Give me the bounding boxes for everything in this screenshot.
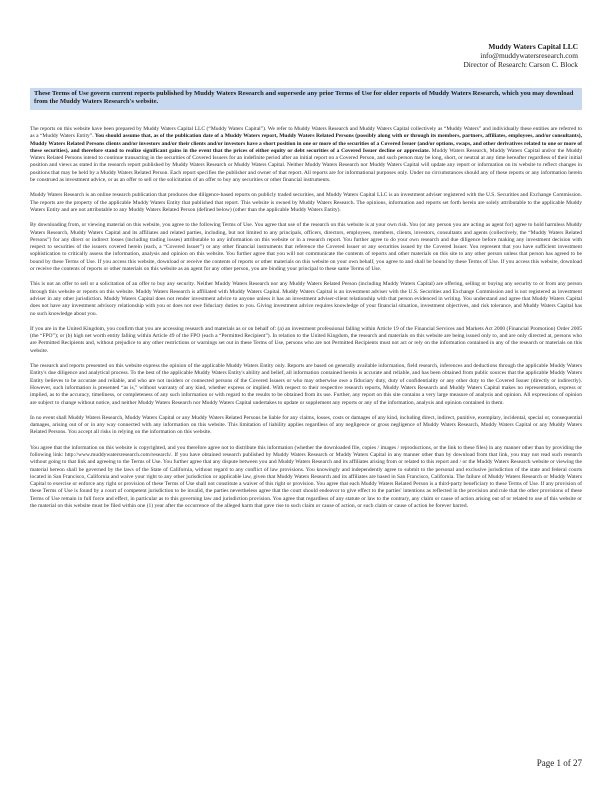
document-header [463, 42, 578, 69]
paragraph-uk: If you are in the United Kingdom, you confirm that you are accessing research and materials as or on behalf of: (a) an investment professional falling within Article 19 of the Financial Services and Markets Act 2000 (Financial Promotion) Order 2005 (the “FPO”); or (b) high net worth entity falling within Article 49 of the FPO (each a “Permitted Recipient”). In relation to the United Kingdom, the research and materials on this website are being issued only to, and are only directed at, persons who are Permitted Recipients and, without prejudice to any other restrictions or warnings set out in these Terms of Use, persons who are not Permitted Recipients must not act or rely on the information contained in any of the research or materials on this website. [30, 325, 582, 354]
paragraph-copyright: You agree that the information on this website is copyrighted, and you therefore agree not to distribute this information (whether the downloaded file, copies / images / reproductions, or the link to these files) in any manner other than by providing the following link: http://www.muddywatersresearch.com/research/. If you have obtained research published by Muddy Waters Research or Muddy Waters Capital in any manner other than by download from that link, you may not read such research without going to that link and agreeing to the Terms of Use. You further agree that any dispute between you and Muddy Waters Research and its affiliates arising from or related to this report and / or the Muddy Waters Research website or viewing the material hereon shall be governed by the laws of the State of California, without regard to any conflict of law provisions. You knowingly and independently agree to submit to the personal and exclusive jurisdiction of the state and federal courts located in San Francisco, California and waive your right to any other jurisdiction or applicable law, given that Muddy Waters Research and its affiliates are based in San Francisco, California. The failure of Muddy Waters Research or Muddy Waters Capital to exercise or enforce any right or provision of these Terms of Use shall not constitute a waiver of this right or provision. You agree that each Muddy Waters Related Person is a third-party beneficiary to these Terms of Use. If any provision of these Terms of Use is found by a court of competent jurisdiction to be invalid, the parties nevertheless agree that the court should endeavor to give effect to the parties' intentions as reflected in the provision and rule that the other provisions of these Terms of Use remain in full force and effect, in particular as to this governing law and jurisdiction provision. You agree that regardless of any statute or law to the contrary, any claim or cause of action arising out of or related to use of this website or the material on this website must be filed within one (1) year after the occurrence of the alleged harm that gave rise to such claim or cause of action, or such claim or cause of action be forever barred. [30, 444, 582, 510]
director-of-research: Director of Research: Carson C. Block [463, 60, 578, 69]
paragraph-disclosure [30, 126, 582, 184]
paragraph-agreement: By downloading from, or viewing material on this website, you agree to the following Terms of Use. You agree that use of the research on this website is at your own risk. You (or any person you are acting as agent for) agree to hold harmless Muddy Waters Research, Muddy Waters Capital and its affiliates and related parties, including, but not limited to any principals, officers, directors, employees, members, clients, investors, consultants and agents (collectively, the “Muddy Waters Related Persons”) for any direct or indirect losses (including trading losses) attributable to any information on this website or in a research report. You further agree to do your own research and due diligence before making any investment decision with respect to securities of the issuers covered herein (each, a “Covered Issuer”) or any other financial instruments that reference the Covered Issuer or any securities issued by the Covered Issuer. You represent that you have sufficient investment sophistication to critically assess the information, analysis and opinion on this website. You further agree that you will not communicate the contents of reports and other materials on this site to any other person unless that person has agreed to be bound by these Terms of Use. If you access this website, download or receive the contents of reports or other materials on this website on your own behalf, you agree to and shall be bound by these Terms of Use. If you access this website, download or receive the contents of reports or other materials on this website as an agent for any other person, you are binding your principal to these same Terms of Use. [30, 222, 582, 273]
paragraph-opinion: The research and reports presented on this website express the opinion of the applicable Muddy Waters Entity only. Reports are based on generally available information, field research, inferences and deductions through the applicable Muddy Waters Entity's due diligence and analytical process. To the best of the applicable Muddy Waters Entity's ability and belief, all information contained herein is accurate and reliable, and has been obtained from public sources that the applicable Muddy Waters Entity believes to be accurate and reliable, and who are not insiders or connected persons of the Covered Issuers or who may otherwise owe a fiduciary duty, duty of confidentiality or any other duty to the Covered Issuer (directly or indirectly). However, such information is presented “as is,” without warranty of any kind, whether express or implied. With respect to their respective research reports, Muddy Waters Research and Muddy Waters Capital makes no representation, express or implied, as to the accuracy, timeliness, or completeness of any such information or with regard to the results to be obtained from its use. Further, any report on this site contains a very large measure of analysis and opinion. All expressions of opinion are subject to change without notice, and neither Muddy Waters Research nor Muddy Waters Capital undertakes to update or supplement any reports or any of the information, analysis and opinion contained in them. [30, 363, 582, 406]
disclosure-continued: Muddy Waters Research, Muddy Waters Capital and/or the Muddy Waters Related Persons intend to continue transacting in the securities of Covered Issuers for an indefinite period after an initial report on a Covered Person, and such person may be long, short, or neutral at any time hereafter regardless of their initial position and views as stated in the research report published by Muddy Waters Research or Muddy Waters Capital. Neither Muddy Waters Research nor Muddy Waters Capital will update any report or information on its website to reflect changes in positions that may be held by a Muddy Waters Related Person. Each report specifies the publisher and owner of that report. All reports are for informational purposes only. Under no circumstances should any of these reports or any information herein be construed as investment advice, or as an offer to sell or the solicitation of an offer to buy any securities or other financial instruments. [30, 147, 582, 184]
paragraph-no-offer: This is not an offer to sell or a solicitation of an offer to buy any security. Neither Muddy Waters Research nor any Muddy Waters Related Person (including Muddy Waters Capital) are offering, selling or buying any security to or from any person through this website or reports on this website. Muddy Waters Research is affiliated with Muddy Waters Capital. Muddy Waters Capital is an investment adviser with the U.S. Securities and Exchange Commission and is not registered as investment adviser in any other jurisdiction. Muddy Waters Capital does not render investment advice to anyone unless it has an investment adviser-client relationship with that person evidenced in writing. You understand and agree that Muddy Waters Capital does not have any investment advisory relationship with you or does not owe fiduciary duties to you. Giving investment advice requires knowledge of your financial situation, investment objectives, and risk tolerance, and Muddy Waters Capital has no such knowledge about you. [30, 281, 582, 317]
paragraph-liability: In no event shall Muddy Waters Research, Muddy Waters Capital or any Muddy Waters Related Persons be liable for any claims, losses, costs or damages of any kind, including direct, indirect, punitive, exemplary, incidental, special or, consequential damages, arising out of or in any way connected with any information on this website. This limitation of liability applies regardless of any negligence or gross negligence of Muddy Waters Research, Muddy Waters Capital or any Muddy Waters Related Persons. You accept all risks in relying on the information on this website. [30, 414, 582, 436]
terms-banner: These Terms of Use govern current reports published by Muddy Waters Research and supersede any prior Terms of Use for older reports of Muddy Waters Research, which you may download from the Muddy Waters Research's website. [30, 88, 582, 110]
page-number: Page 1 of 27 [536, 758, 582, 768]
short-position-disclosure: You should assume that, as of the publication date of a Muddy Waters report, Muddy Waters Related Persons (possibly along with or through its members, partners, affiliates, employees, and/or consultants), Muddy Waters Related Persons clients and/or investors and/or their clients and/or investors have a short position in one or more of the securities of a Covered Issuer (and/or options, swaps, and other derivatives related to one or more of these securities), and therefore stand to realize significant gains in the event that the prices of either equity or debt securities of a Covered Issuer decline or appreciate. [30, 133, 582, 154]
terms-body [30, 126, 582, 518]
paragraph-about: Muddy Waters Research is an online research publication that produces due diligence-based reports on publicly traded securities, and Muddy Waters Capital LLC is an investment adviser registered with the U.S. Securities and Exchange Commission. The reports are the property of the applicable Muddy Waters Entity that published that report. This website is owned by Muddy Waters Research. The opinions, information and reports set forth herein are solely attributable to the applicable Muddy Waters Entity and are not attributable to any Muddy Waters Related Person (defined below) (other than the applicable Muddy Waters Entity). [30, 192, 582, 213]
company-name: Muddy Waters Capital LLC [488, 42, 578, 51]
contact-email: info@muddywatersresearch.com [480, 51, 578, 60]
disclosure-intro: The reports on this website have been prepared by Muddy Waters Capital LLC (“Muddy Waters Capital”). We refer to Muddy Waters Research and Muddy Waters Capital collectively as “Muddy Waters” and individually these entities are referred to as a “Muddy Waters Entity”. [30, 126, 582, 140]
